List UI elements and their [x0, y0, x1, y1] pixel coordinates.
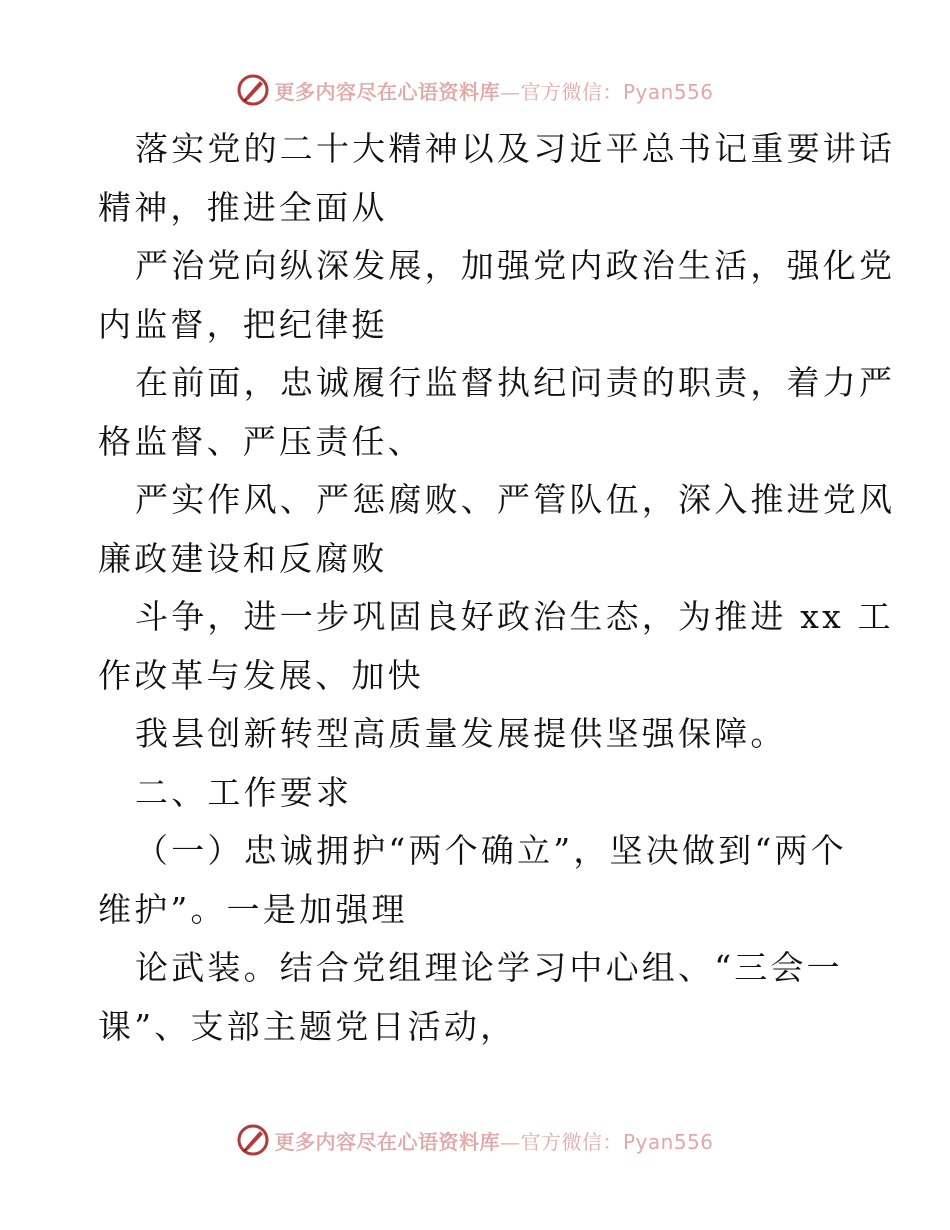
quill-pen-logo-icon — [236, 1123, 270, 1157]
header-wechat-label: 官方微信： — [520, 79, 623, 104]
body-line: 在前面，忠诚履行监督执纪问责的职责，着力严 — [135, 363, 896, 402]
footer-wechat-id: Pyan556 — [622, 1129, 714, 1154]
body-line: 内监督，把纪律挺 — [98, 304, 388, 344]
section-heading: 二、工作要求 — [135, 772, 353, 812]
footer-dash: — — [499, 1129, 521, 1154]
header-watermark — [0, 70, 950, 110]
body-line: 廉政建设和反腐败 — [98, 538, 388, 578]
body-line: 论武装。结合党组理论学习中心组、“三会一 — [135, 948, 843, 987]
body-line: （一）忠诚拥护“两个确立”，坚决做到“两个 — [135, 831, 847, 870]
body-line: 严治党向纵深发展，加强党内政治生活，强化党 — [135, 246, 896, 285]
body-line: 作改革与发展、加快 — [98, 655, 424, 695]
body-line: 我县创新转型高质量发展提供坚强保障。 — [135, 714, 787, 753]
body-line: 课”、支部主题党日活动， — [98, 1006, 517, 1046]
document-body — [98, 120, 896, 1056]
footer-watermark-text — [274, 1126, 713, 1155]
footer-watermark — [0, 1120, 950, 1160]
body-line: 严实作风、严惩腐败、严管队伍，深入推进党风 — [135, 480, 896, 519]
footer-wechat-label: 官方微信： — [520, 1129, 623, 1154]
body-line: 维护”。一是加强理 — [98, 889, 408, 929]
body-line: 格监督、严压责任、 — [98, 421, 424, 461]
body-line: 斗争，进一步巩固良好政治生态，为推进 xx 工 — [135, 597, 894, 636]
header-watermark-text — [274, 76, 713, 105]
quill-pen-logo-icon — [236, 73, 270, 107]
body-line: 精神，推进全面从 — [98, 187, 388, 227]
body-line: 落实党的二十大精神以及习近平总书记重要讲话 — [135, 129, 896, 168]
header-site-name: 更多内容尽在心语资料库 — [274, 79, 500, 104]
header-wechat-id: Pyan556 — [622, 79, 714, 104]
header-dash: — — [499, 79, 521, 104]
footer-site-name: 更多内容尽在心语资料库 — [274, 1129, 500, 1154]
